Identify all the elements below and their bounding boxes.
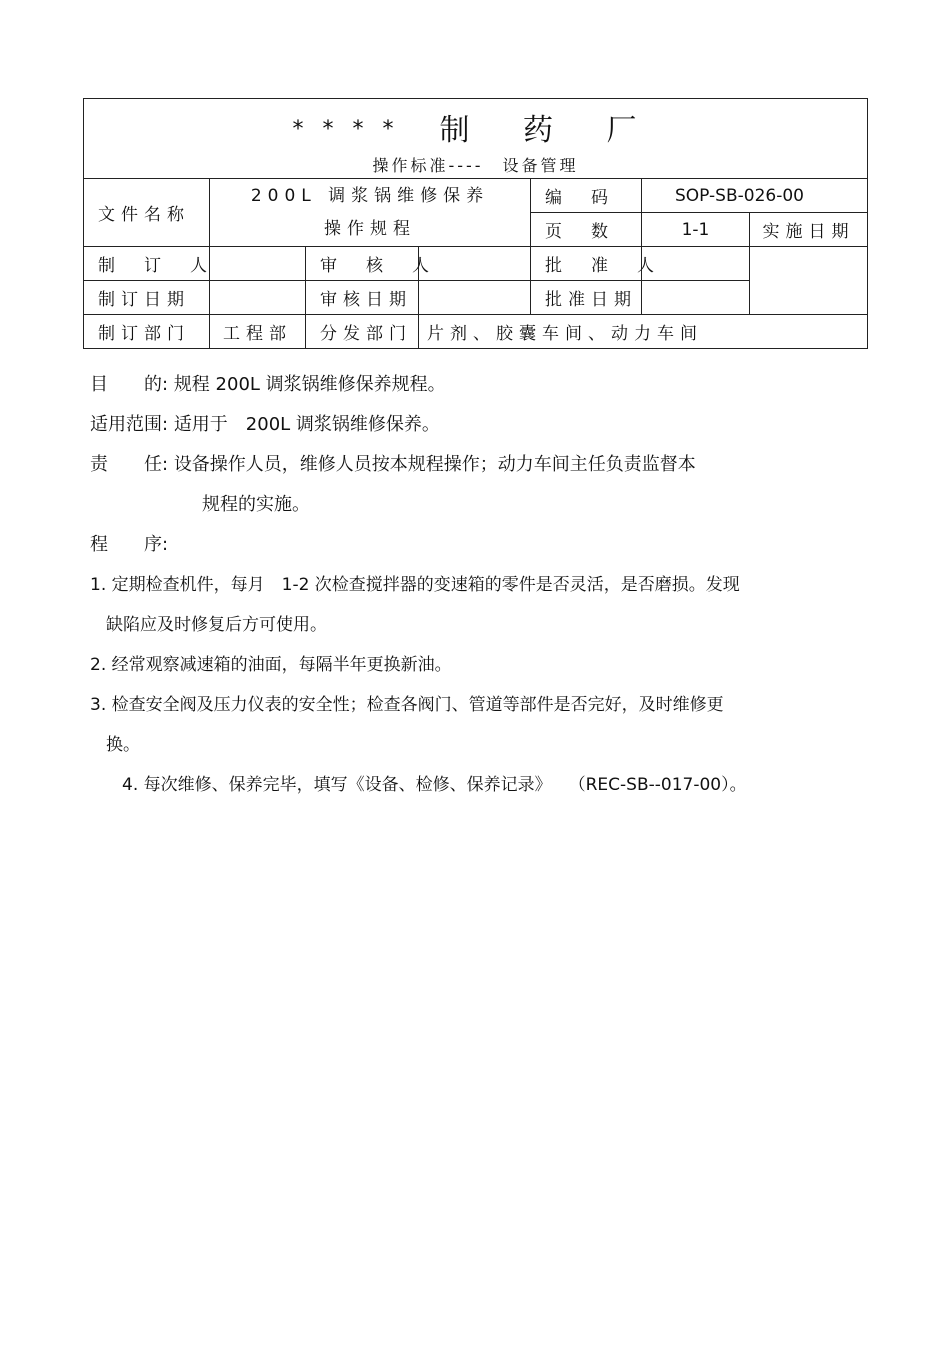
reviewer-value [419,247,531,281]
resp-text-1: 设备操作人员，维修人员按本规程操作；动力车间主任负责监督本 [173,454,696,475]
doc-name-line2: 操作规程 [324,218,416,239]
standard-subtitle: 操作标准---- 设备管理 [372,156,579,175]
dept-value: 工程部 [210,315,306,349]
purpose-key: 目 的: [90,374,169,395]
title-cell [84,99,868,179]
reviewer-label: 审 核 人 [306,247,419,281]
page-value: 1-1 [642,213,750,247]
author-date-value [210,281,306,315]
scope-text: 适用于 200L 调浆锅维修保养。 [173,414,440,435]
author-value [210,247,306,281]
code-label: 编 码 [531,179,642,213]
resp-key: 责 任: [90,454,169,475]
step-1-line-2: 缺陷应及时修复后方可使用。 [106,615,327,635]
sop-body [90,365,850,805]
code-value: SOP-SB-026-00 [642,179,868,213]
purpose-line [90,365,850,405]
step-2: 2. 经常观察减速箱的油面，每隔半年更换新油。 [90,655,452,675]
scope-line [90,405,850,445]
review-date-value [419,281,531,315]
resp-line [90,445,850,485]
approve-date-value [642,281,750,315]
proc-key: 程 序: [90,534,169,555]
step-3-line-2: 换。 [106,735,140,755]
dept-label: 制订部门 [84,315,210,349]
step-1-line-1: 1. 定期检查机件，每月 1-2 次检查搅拌器的变速箱的零件是否灵活，是否磨损。发现 [90,575,740,595]
doc-name [210,179,531,247]
page-label: 页 数 [531,213,642,247]
effective-date-value [750,247,868,315]
factory-stars: * * * * [292,117,400,142]
approver-label: 批 准 人 [531,247,642,281]
step-3-line-1: 3. 检查安全阀及压力仪表的安全性；检查各阀门、管道等部件是否完好，及时维修更 [90,695,724,715]
factory-title [84,105,867,149]
approve-date-label: 批准日期 [531,281,642,315]
review-date-label: 审核日期 [306,281,419,315]
factory-name: 制 药 厂 [439,113,659,148]
author-label: 制 订 人 [84,247,210,281]
purpose-text: 规程 200L 调浆锅维修保养规程。 [173,374,446,395]
effective-date-label: 实施日期 [750,213,868,247]
resp-text-2: 规程的实施。 [202,494,310,515]
sop-header-table [83,98,868,349]
dist-value: 片剂、胶囊车间、动力车间 [419,315,868,349]
step-4: 4. 每次维修、保养完毕，填写《设备、检修、保养记录》 （REC-SB--017-00）。 [122,775,747,795]
author-date-label: 制订日期 [84,281,210,315]
scope-key: 适用范围: [90,414,169,435]
doc-name-line1: 200L 调浆锅维修保养 [250,185,490,206]
dist-label: 分发部门 [306,315,419,349]
doc-name-label: 文件名称 [84,179,210,247]
